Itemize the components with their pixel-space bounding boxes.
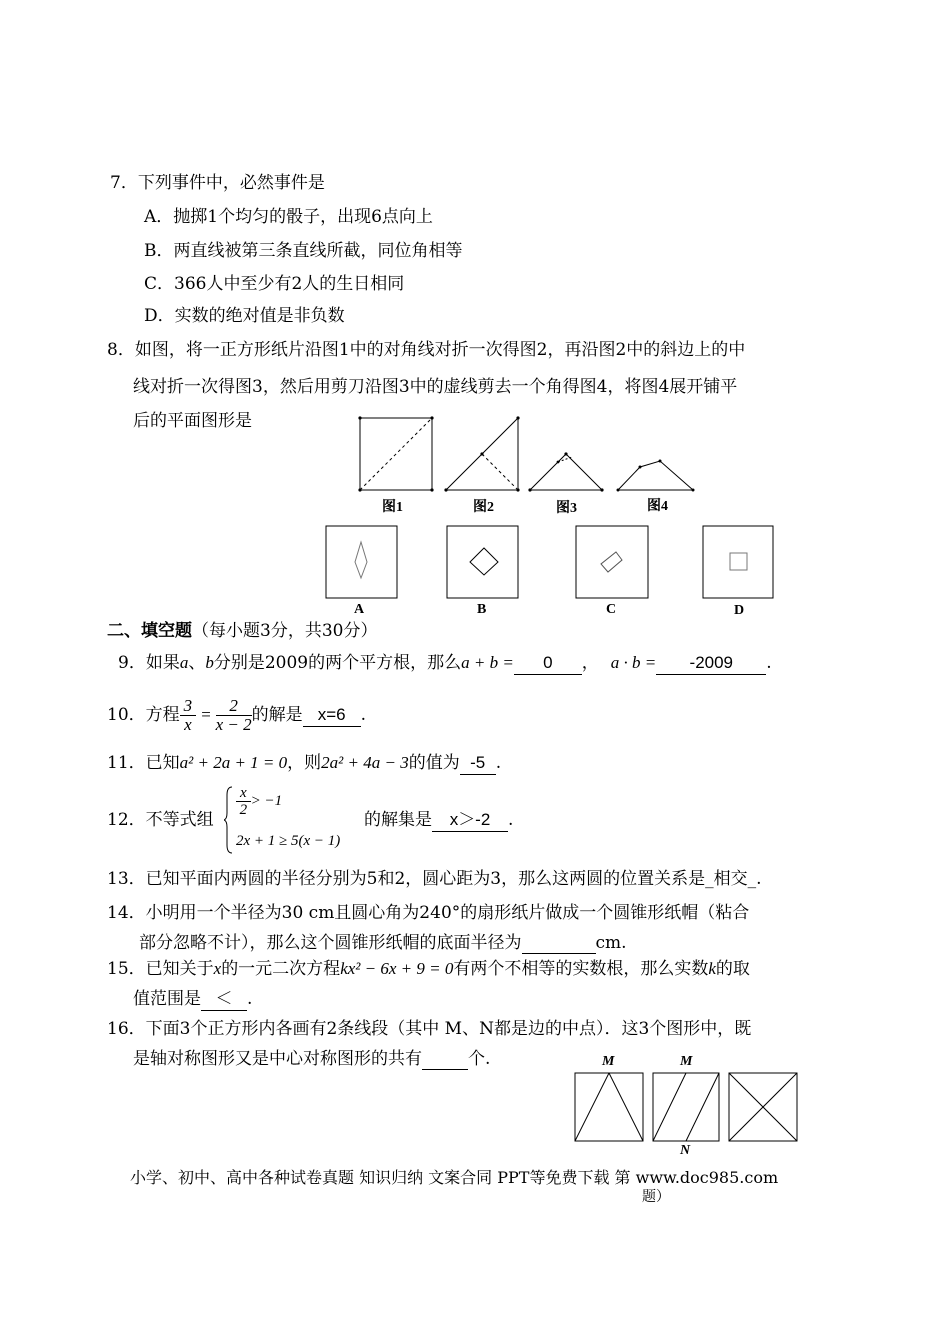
q12-answer: x＞-2	[432, 809, 508, 832]
q16-label-n: N	[680, 1143, 691, 1158]
q15-mid1: 的一元二次方程	[221, 959, 341, 979]
q12-ineq1: $\frac{x}{2}$ > −1	[236, 785, 282, 818]
q12-brace	[224, 785, 234, 855]
q16-line2-end: 个.	[468, 1049, 491, 1069]
q8-line3: 后的平面图形是	[133, 411, 252, 431]
q10-fraction-left: $\frac{3}{x}$	[180, 697, 197, 734]
q16-answer-blank	[422, 1051, 468, 1070]
q16-label-m1: M	[602, 1054, 615, 1069]
q15-pre: 15．已知关于	[107, 959, 214, 979]
q15-expr: kx² − 6x + 9 = 0	[340, 959, 454, 978]
section-title: 二、填空题	[107, 621, 192, 641]
q10-fraction-right: $\frac{2}{x - 2}$	[215, 696, 252, 734]
q15-mid3: 的取	[715, 959, 750, 979]
q12-ineq2: 2x + 1 ≥ 5(x − 1)	[236, 833, 341, 849]
q13-line: 13．已知平面内两圆的半径分别为5和2，圆心距为3，那么这两圆的位置关系是_相交_.	[107, 869, 762, 889]
q9-line	[118, 652, 772, 675]
q16-line2-text: 是轴对称图形又是中心对称图形的共有	[133, 1049, 422, 1069]
q15-line1	[107, 958, 750, 980]
q9-pre: 9．如果	[118, 653, 180, 673]
q15-line2	[133, 988, 252, 1011]
q11-line	[107, 752, 501, 775]
q12-inequality-system	[224, 785, 364, 857]
q7-option-d: D．实数的绝对值是非负数	[144, 306, 345, 326]
choice-d-label: D	[734, 603, 745, 618]
q7-option-a: A．抛掷1个均匀的骰子，出现6点向上	[144, 207, 433, 227]
q15-line2-text: 值范围是	[133, 989, 201, 1009]
q9-var-a: a	[179, 653, 189, 672]
choice-c-square	[576, 526, 648, 598]
footer-line1: 小学、初中、高中各种试卷真题 知识归纳 文案合同 PPT等免费下载 第 www.doc985.com	[130, 1168, 779, 1187]
q15-answer: ＜	[201, 988, 247, 1011]
fig4-label: 图4	[647, 499, 668, 514]
choice-d-small-square	[730, 553, 747, 570]
q7-stem: 7．下列事件中，必然事件是	[110, 173, 325, 193]
q14-line2	[139, 932, 627, 954]
fig4-shape	[618, 461, 693, 490]
q12-pre: 12．不等式组	[107, 810, 214, 830]
fig2-label: 图2	[473, 500, 494, 515]
q9-comma: ，	[581, 653, 599, 673]
fig3-triangle	[530, 454, 602, 490]
q14-unit: cm.	[595, 933, 627, 953]
q10-line	[107, 697, 366, 734]
footer-line2: 题）	[642, 1189, 670, 1205]
q15-var-x: x	[213, 959, 222, 978]
choice-b-square	[447, 526, 518, 598]
q16-line2	[133, 1048, 490, 1070]
q16-squares	[572, 1070, 802, 1145]
q9-answer2: -2009	[656, 652, 766, 675]
q10-end: .	[360, 705, 367, 725]
q11-answer: -5	[460, 752, 496, 775]
q9-var-b: b	[205, 653, 214, 672]
fig3-label: 图3	[556, 501, 577, 516]
q15-mid2: 有两个不相等的实数根，那么实数	[453, 959, 709, 979]
q10-equals: =	[200, 705, 212, 724]
q9-end: .	[766, 653, 772, 673]
choice-b-rhombus	[470, 548, 498, 575]
choice-c-label: C	[606, 602, 617, 617]
choice-a-rhombus	[355, 542, 367, 578]
q7-option-c: C．366人中至少有2人的生日相同	[144, 274, 405, 294]
q9-sep: 、	[188, 653, 206, 673]
q11-expr1: a² + 2a + 1 = 0	[179, 753, 288, 772]
q10-mid: 的解是	[251, 705, 303, 725]
fig1-label: 图1	[382, 500, 403, 515]
q14-answer-blank	[522, 935, 596, 954]
q11-expr2: 2a² + 4a − 3	[321, 753, 409, 772]
section-heading	[107, 620, 377, 642]
q7-option-b: B．两直线被第三条直线所截，同位角相等	[144, 241, 463, 261]
q10-pre: 10．方程	[107, 705, 180, 725]
choice-b-label: B	[477, 602, 487, 617]
q16-square-2	[653, 1073, 719, 1141]
q12-end: .	[508, 810, 514, 830]
q16-square-1	[575, 1073, 643, 1141]
choice-c-rhombus	[601, 552, 622, 572]
q16-label-m2: M	[680, 1054, 693, 1069]
q16-line1: 16．下面3个正方形内各画有2条线段（其中 M、N都是边的中点）．这3个图形中，既	[107, 1019, 752, 1039]
q9-expr2: a · b =	[610, 653, 657, 672]
q8-fold-figures	[350, 412, 710, 502]
q8-line2: 线对折一次得图3，然后用剪刀沿图3中的虚线剪去一个角得图4，将图4展开铺平	[133, 377, 738, 397]
section-note: （每小题3分，共30分）	[192, 621, 378, 641]
q10-answer: x=6	[303, 704, 361, 727]
q11-mid2: 的值为	[408, 753, 460, 773]
choice-a-label: A	[354, 602, 365, 617]
q12-mid: 的解集是	[364, 810, 432, 830]
q15-var-k: k	[708, 959, 716, 978]
q11-end: .	[495, 753, 502, 773]
q14-line2-text: 部分忽略不计），那么这个圆锥形纸帽的底面半径为	[139, 933, 522, 953]
q14-line1: 14．小明用一个半径为30 cm且圆心角为240°的扇形纸片做成一个圆锥形纸帽（粘合	[107, 903, 750, 923]
q9-mid: 分别是2009的两个平方根，那么	[213, 653, 462, 673]
q11-pre: 11．已知	[107, 753, 180, 773]
q15-end: .	[247, 989, 253, 1009]
q11-mid1: ，则	[287, 753, 322, 773]
q9-answer1: 0	[514, 652, 582, 675]
q8-choice-figures	[320, 522, 780, 602]
choice-d-square	[703, 526, 773, 598]
choice-a-square	[326, 526, 397, 598]
q9-expr1: a + b =	[461, 653, 514, 672]
q8-line1: 8．如图，将一正方形纸片沿图1中的对角线对折一次得图2，再沿图2中的斜边上的中	[107, 340, 746, 360]
q12-tail	[364, 809, 513, 832]
fig1-square	[360, 418, 432, 490]
